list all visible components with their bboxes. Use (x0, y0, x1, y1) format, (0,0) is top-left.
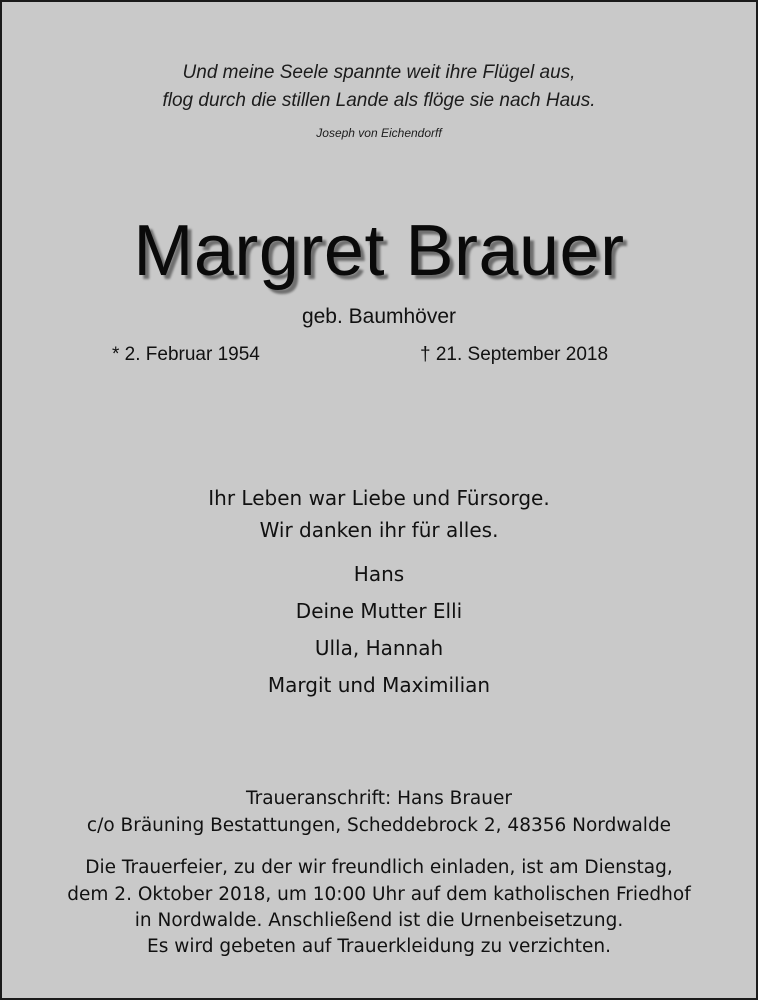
verse-line-1: Und meine Seele spannte weit ihre Flügel aus, (182, 62, 576, 83)
mourner-name: Ulla, Hannah (314, 636, 444, 660)
ceremony-line-4: Es wird gebeten auf Trauerkleidung zu verzichten. (147, 936, 611, 957)
ceremony-line-3: in Nordwalde. Anschließend ist die Urnenbeisetzung. (134, 910, 624, 931)
mourner-name: Deine Mutter Elli (295, 599, 463, 623)
mourner-name: Margit und Maximilian (267, 673, 491, 697)
ceremony-line-1: Die Trauerfeier, zu der wir freundlich einladen, ist am Dienstag, (85, 857, 673, 878)
tribute-line-2: Wir danken ihr für alles. (259, 518, 499, 542)
mourner-name: Hans (353, 562, 405, 586)
verse-author: Joseph von Eichendorff (316, 126, 442, 140)
birth-date: * 2. Februar 1954 (112, 344, 260, 365)
verse-line-2: flog durch die stillen Lande als flöge sie nach Haus. (162, 90, 596, 111)
maiden-name: geb. Baumhöver (301, 305, 457, 328)
ceremony-line-2: dem 2. Oktober 2018, um 10:00 Uhr auf dem katholischen Friedhof (67, 884, 691, 905)
mourning-address-line-1: Traueranschrift: Hans Brauer (246, 788, 512, 809)
death-date: † 21. September 2018 (420, 344, 609, 365)
tribute-line-1: Ihr Leben war Liebe und Fürsorge. (208, 486, 550, 510)
deceased-name: Margret Brauer (133, 211, 625, 291)
mourning-address-line-2: c/o Bräuning Bestattungen, Scheddebrock 2, 48356 Nordwalde (86, 815, 672, 836)
